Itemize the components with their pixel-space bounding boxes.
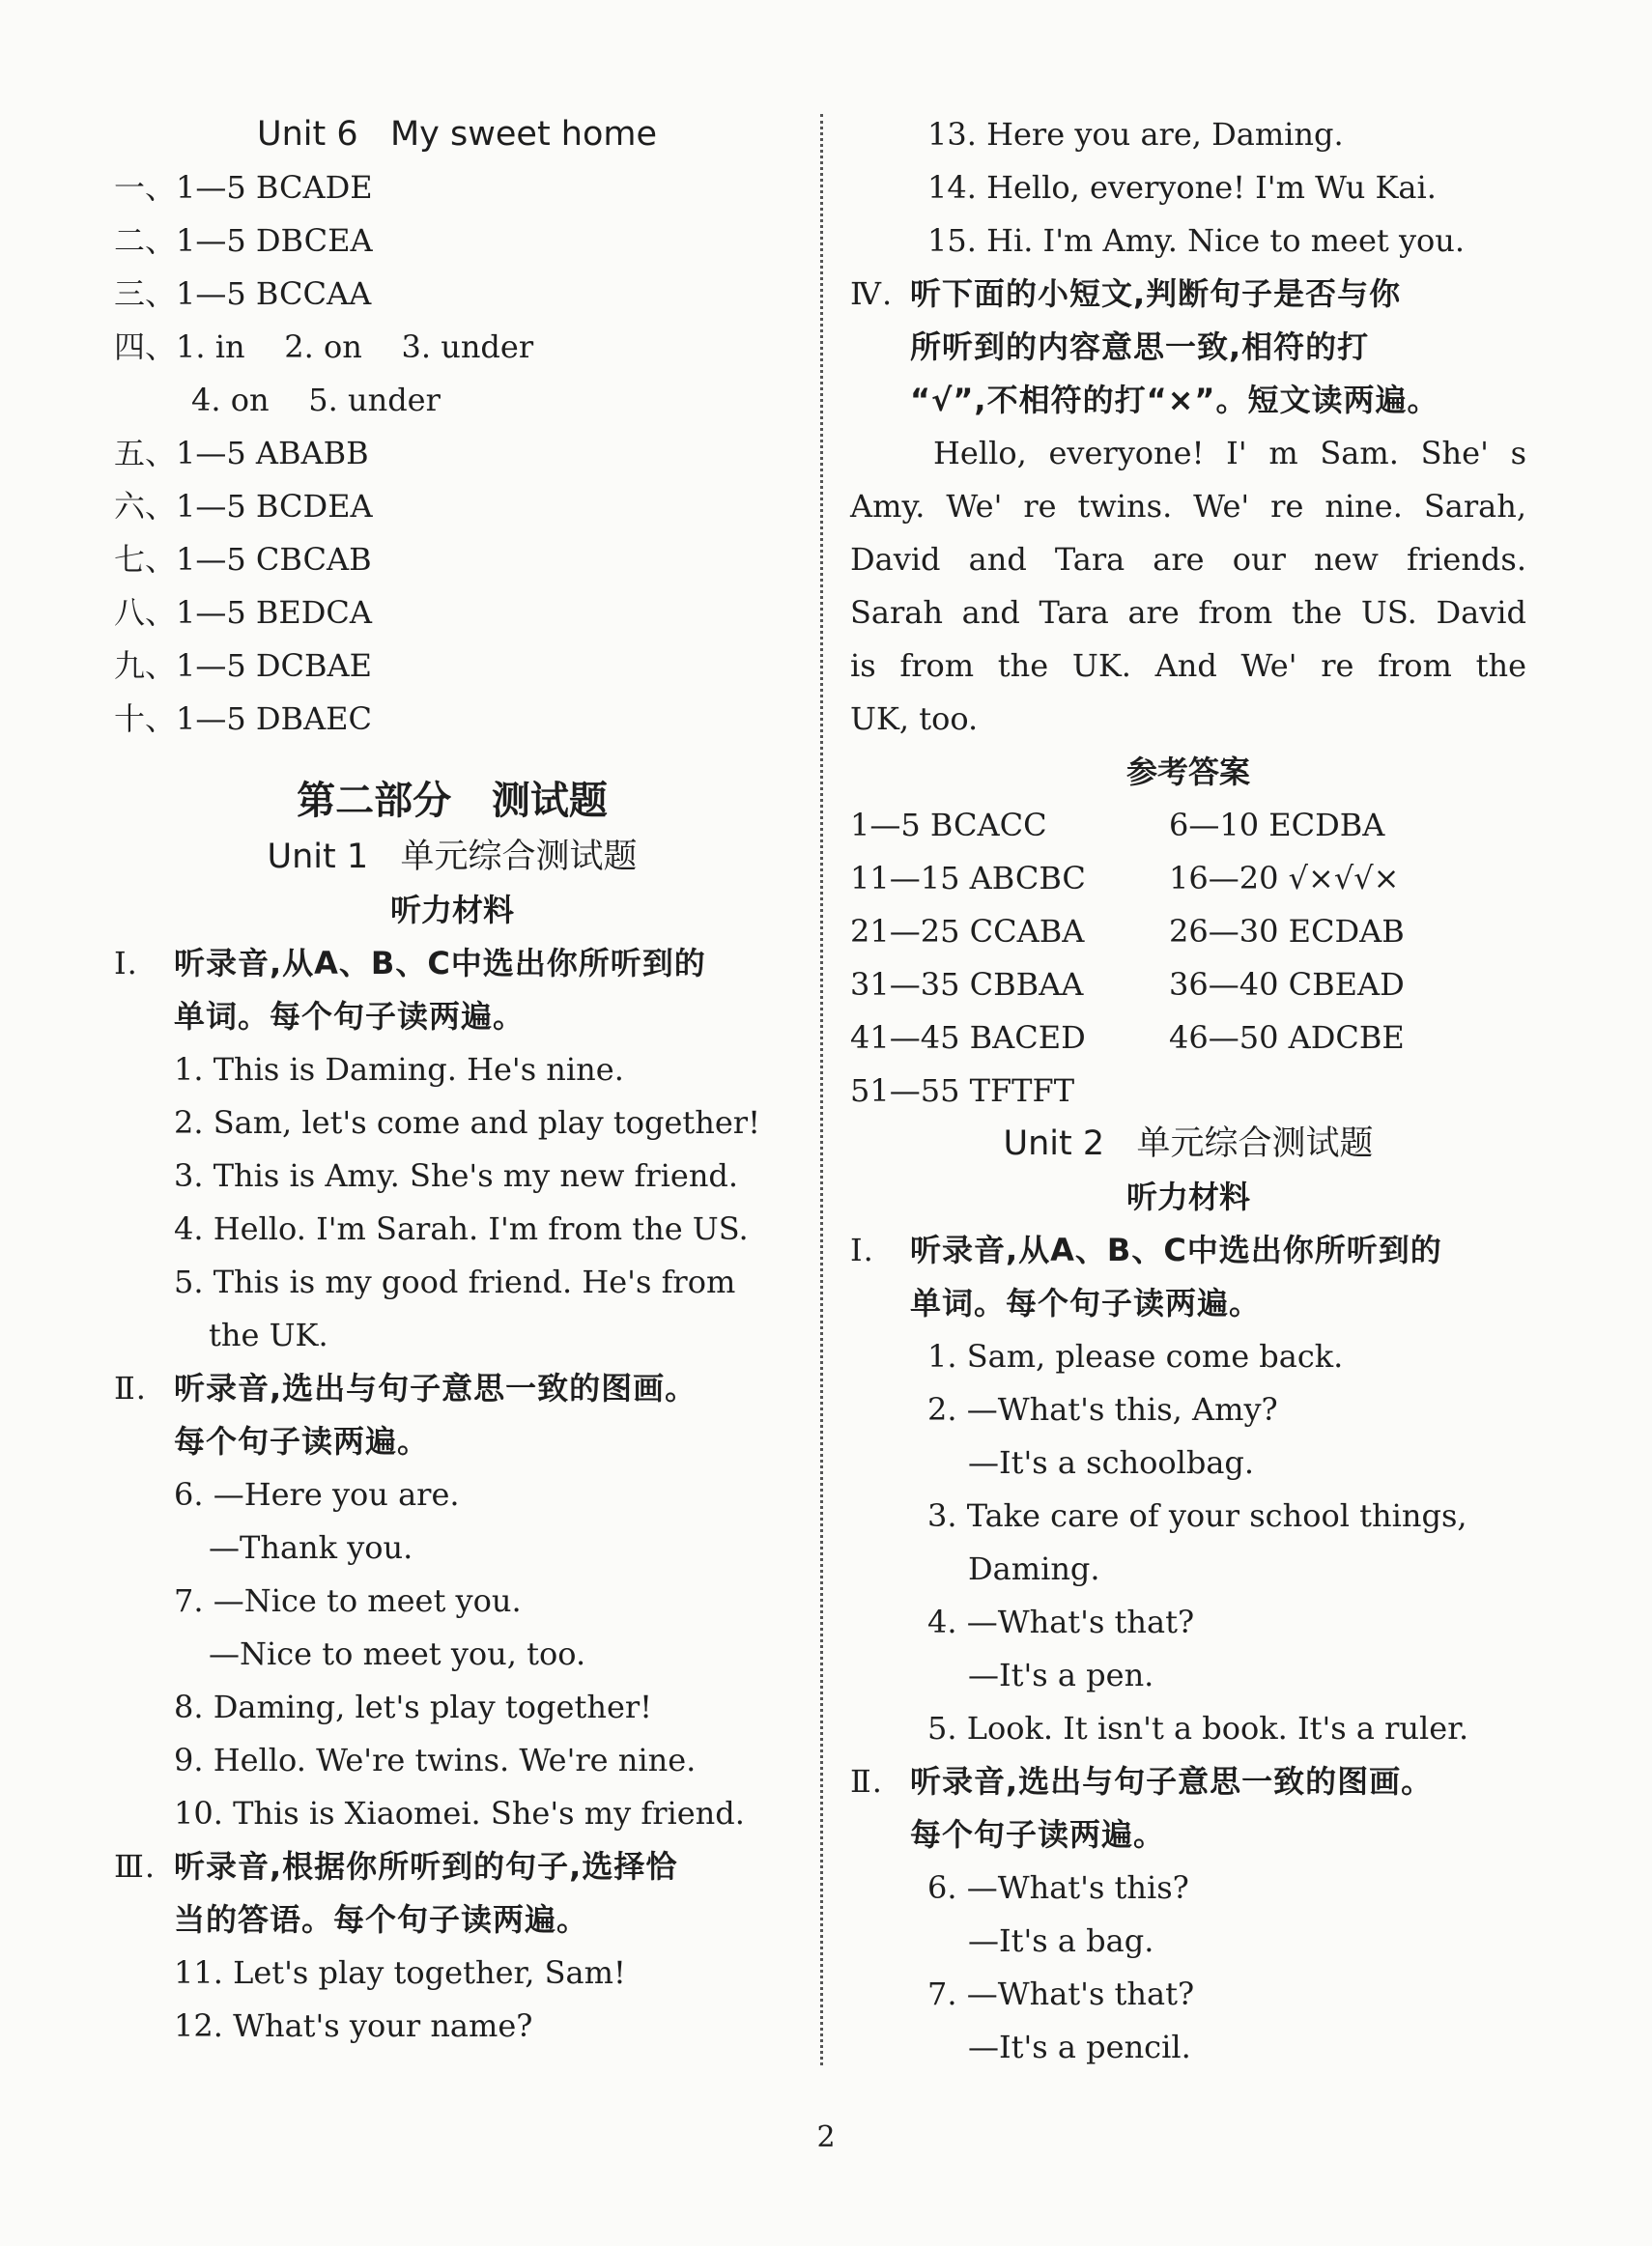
unit6-answer-4-cont: 4. on 5. under xyxy=(191,382,441,418)
answer-empty xyxy=(1169,1065,1488,1118)
u2-q1-item-5: 5. Look. It isn't a book. It's a ruler. xyxy=(927,1710,1469,1747)
q2-item-10: 10. This is Xiaomei. She's my friend. xyxy=(174,1795,745,1832)
q2-item-9: 9. Hello. We're twins. We're nine. xyxy=(174,1742,697,1778)
unit6-title: Unit 6 My sweet home xyxy=(256,115,658,154)
u2-q1-heading xyxy=(850,1224,1526,1277)
u2-q1-instruction-line1: 听录音,从A、B、C中选出你所听到的 xyxy=(910,1232,1442,1268)
q2-item-8: 8. Daming, let's play together! xyxy=(174,1689,653,1725)
unit2-listening-label: 听力材料 xyxy=(1125,1179,1250,1215)
q3-heading xyxy=(114,1840,790,1893)
q2-instruction-line2: 每个句子读两遍。 xyxy=(174,1423,430,1460)
passage-line-4: Sarah and Tara are from the US. David xyxy=(850,594,1526,631)
column-divider xyxy=(820,114,823,2065)
passage-line-6: UK, too. xyxy=(850,700,979,737)
answer-51-55: 51—55 TFTFT xyxy=(850,1072,1075,1109)
q3-item-13: 13. Here you are, Daming. xyxy=(927,116,1344,153)
q1-instruction-line1: 听录音,从A、B、C中选出你所听到的 xyxy=(174,945,706,981)
q1-roman: Ⅰ. xyxy=(114,945,138,981)
u2-q2-item-7: 7. —What's that? xyxy=(927,1976,1195,2012)
q3-item-11: 11. Let's play together, Sam! xyxy=(174,1954,626,1991)
answer-key-label: 参考答案 xyxy=(1125,753,1250,790)
q1-item-4: 4. Hello. I'm Sarah. I'm from the US. xyxy=(174,1210,749,1247)
q3-item-15: 15. Hi. I'm Amy. Nice to meet you. xyxy=(927,222,1466,259)
q4-heading xyxy=(850,268,1526,321)
u2-q2-instruction-line1: 听录音,选出与句子意思一致的图画。 xyxy=(910,1763,1434,1800)
q3-item-12: 12. What's your name? xyxy=(174,2007,533,2044)
page-number: 2 xyxy=(816,2120,836,2154)
u2-q1-item-4: 4. —What's that? xyxy=(927,1604,1195,1640)
u2-q1-item-1: 1. Sam, please come back. xyxy=(927,1338,1344,1375)
q1-item-2: 2. Sam, let's come and play together! xyxy=(174,1104,760,1141)
q1-item-3: 3. This is Amy. She's my new friend. xyxy=(174,1157,739,1194)
u2-q2-item-7-reply: —It's a pencil. xyxy=(968,2029,1191,2065)
q3-item-14: 14. Hello, everyone! I'm Wu Kai. xyxy=(927,169,1437,206)
answer-41-45: 41—45 BACED xyxy=(850,1019,1086,1056)
unit6-answer-1: 一、1—5 BCADE xyxy=(114,169,373,206)
unit6-answer-10: 十、1—5 DBAEC xyxy=(114,700,373,737)
u2-q2-heading xyxy=(850,1755,1526,1808)
q3-instruction-line1: 听录音,根据你所听到的句子,选择恰 xyxy=(174,1848,678,1885)
q2-roman: Ⅱ. xyxy=(114,1370,147,1407)
u2-q2-item-6-reply: —It's a bag. xyxy=(968,1922,1154,1959)
q1-heading xyxy=(114,937,790,990)
u2-q2-item-6: 6. —What's this? xyxy=(927,1869,1189,1906)
q4-instruction-line3: “√”,不相符的打“×”。短文读两遍。 xyxy=(910,382,1439,418)
answer-26-30: 26—30 ECDAB xyxy=(1169,913,1405,950)
u2-q1-item-3: 3. Take care of your school things, xyxy=(927,1497,1467,1534)
left-column xyxy=(114,108,790,2053)
q3-roman: Ⅲ. xyxy=(114,1848,157,1885)
answer-11-15: 11—15 ABCBC xyxy=(850,860,1086,896)
u2-q1-roman: Ⅰ. xyxy=(850,1232,874,1268)
q4-instruction-line1: 听下面的小短文,判断句子是否与你 xyxy=(910,275,1402,312)
q4-roman: Ⅳ. xyxy=(850,275,894,312)
u2-q2-instruction-line2: 每个句子读两遍。 xyxy=(910,1816,1166,1853)
q1-instruction-line2: 单词。每个句子读两遍。 xyxy=(174,998,526,1035)
unit6-answer-3: 三、1—5 BCCAA xyxy=(114,275,372,312)
unit1-title: Unit 1 单元综合测试题 xyxy=(267,838,638,876)
q1-item-5-cont: the UK. xyxy=(209,1317,328,1353)
part2-title: 第二部分 测试题 xyxy=(297,778,608,823)
q2-item-7-reply: —Nice to meet you, too. xyxy=(209,1635,586,1672)
q1-item-1: 1. This is Daming. He's nine. xyxy=(174,1051,624,1088)
u2-q1-item-4-reply: —It's a pen. xyxy=(968,1657,1154,1693)
unit6-answer-4: 四、1. in 2. on 3. under xyxy=(114,328,534,365)
u2-q1-instruction-line2: 单词。每个句子读两遍。 xyxy=(910,1285,1262,1322)
passage-line-2: Amy. We' re twins. We' re nine. Sarah, xyxy=(850,488,1526,525)
passage-line-5: is from the UK. And We' re from the xyxy=(850,647,1526,684)
answer-1-5: 1—5 BCACC xyxy=(850,807,1047,843)
answer-16-20: 16—20 √×√√× xyxy=(1169,860,1400,896)
q1-item-5: 5. This is my good friend. He's from xyxy=(174,1264,736,1300)
unit6-answer-9: 九、1—5 DCBAE xyxy=(114,647,373,684)
q2-item-6: 6. —Here you are. xyxy=(174,1476,460,1513)
passage-line-1: Hello, everyone! I' m Sam. She' s xyxy=(933,435,1526,471)
unit6-answer-6: 六、1—5 BCDEA xyxy=(114,488,373,525)
passage-line-3: David and Tara are our new friends. xyxy=(850,541,1526,578)
answer-6-10: 6—10 ECDBA xyxy=(1169,807,1385,843)
u2-q2-roman: Ⅱ. xyxy=(850,1763,883,1800)
u2-q1-item-2-reply: —It's a schoolbag. xyxy=(968,1444,1255,1481)
unit6-answer-8: 八、1—5 BEDCA xyxy=(114,594,373,631)
q2-item-6-reply: —Thank you. xyxy=(209,1529,413,1566)
u2-q1-item-2: 2. —What's this, Amy? xyxy=(927,1391,1278,1428)
q2-heading xyxy=(114,1362,790,1415)
q4-instruction-line2: 所听到的内容意思一致,相符的打 xyxy=(910,328,1370,365)
u2-q1-item-3-cont: Daming. xyxy=(968,1550,1100,1587)
q2-item-7: 7. —Nice to meet you. xyxy=(174,1582,522,1619)
answer-key-grid xyxy=(850,799,1526,1118)
unit1-listening-label: 听力材料 xyxy=(389,892,514,928)
answer-46-50: 46—50 ADCBE xyxy=(1169,1019,1405,1056)
q3-instruction-line2: 当的答语。每个句子读两遍。 xyxy=(174,1901,589,1938)
unit2-title: Unit 2 单元综合测试题 xyxy=(1003,1124,1374,1163)
unit6-answer-2: 二、1—5 DBCEA xyxy=(114,222,373,259)
answer-36-40: 36—40 CBEAD xyxy=(1169,966,1405,1003)
unit6-answer-5: 五、1—5 ABABB xyxy=(114,435,369,471)
q2-instruction-line1: 听录音,选出与句子意思一致的图画。 xyxy=(174,1370,698,1407)
unit6-answer-7: 七、1—5 CBCAB xyxy=(114,541,372,578)
answer-31-35: 31—35 CBBAA xyxy=(850,966,1084,1003)
right-column xyxy=(850,108,1526,2074)
answer-21-25: 21—25 CCABA xyxy=(850,913,1085,950)
